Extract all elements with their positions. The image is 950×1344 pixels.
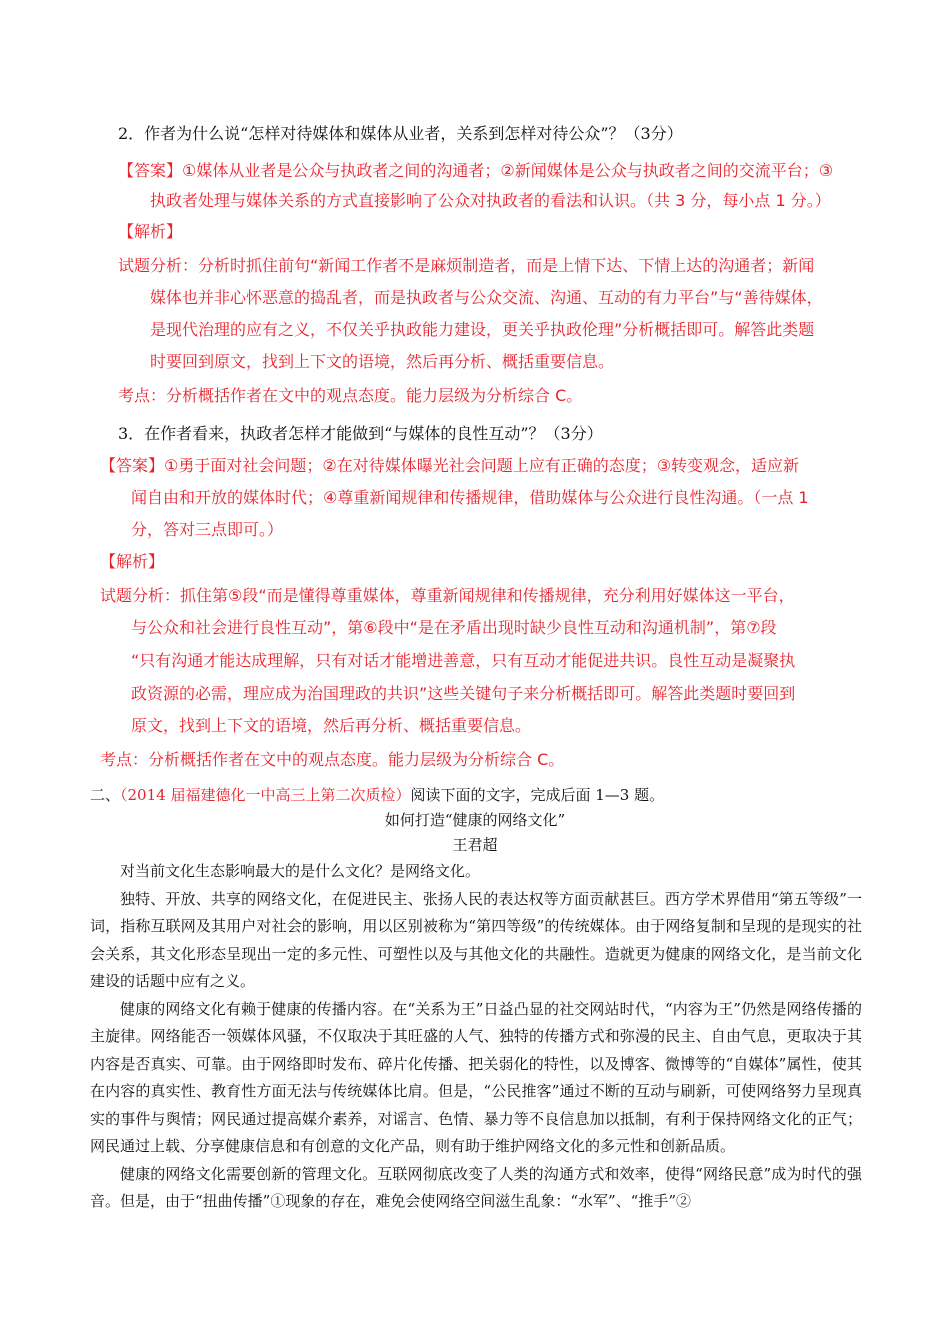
q3-kaodian: 考点：分析概括作者在文中的观点态度。能力层级为分析综合 C。 — [100, 750, 565, 769]
article-title: 如何打造“健康的网络文化” — [384, 811, 566, 829]
q2-analysis-line-3: 是现代治理的应有之义，不仅关乎执政能力建设，更关乎执政伦理”分析概括即可。解答此类题 — [150, 320, 815, 339]
article-author: 王君超 — [452, 836, 498, 854]
section-2-instruction: 阅读下面的文字，完成后面 1—3 题。 — [410, 786, 665, 804]
q2-answer-line-1: 【答案】①媒体从业者是公众与执政者之间的沟通者；②新闻媒体是公众与执政者之间的交流平台；③ — [118, 161, 834, 180]
article-paragraph-1: 对当前文化生态影响最大的是什么文化？是网络文化。 — [120, 862, 481, 880]
article-paragraph-3: 健康的网络文化有赖于健康的传播内容。在“关系为王”日益凸显的社交网站时代，“内容为王”仍然是网络传播的主旋律。网络能否一领媒体风骚，不仅取决于其旺盛的人气、独特的传播方式和弥漫的民主、自由气息，更取决于其内容是否真实、可靠。由于网络即时发布、碎片化传播、把关弱化的特性，以及博客、微博等的“自媒体”属性，使其在内容的真实性、教育性方面无法与传统媒体比肩。但是，“公民推客”通过不断的互动与刷新，可使网络努力呈现真实的事件与舆情；网民通过提高媒介素养，对谣言、色情、暴力等不良信息加以抵制，有利于保持网络文化的正气；网民通过上载、分享健康信息和有创意的文化产品，则有助于维护网络文化的多元性和创新品质。 — [90, 999, 862, 1155]
q2-answer-line-2: 执政者处理与媒体关系的方式直接影响了公众对执政者的看法和认识。（共 3 分，每小点 1 分。） — [150, 191, 831, 210]
q3-analysis-line-1: 试题分析：抓住第⑤段“而是懂得尊重媒体，尊重新闻规律和传播规律，充分利用好媒体这一平台， — [100, 586, 795, 605]
q3-analysis-line-5: 原文，找到上下文的语境，然后再分析、概括重要信息。 — [131, 716, 532, 735]
article-paragraph-4: 健康的网络文化需要创新的管理文化。互联网彻底改变了人类的沟通方式和效率，使得“网络民意”成为时代的强音。但是，由于“扭曲传播”①现象的存在，难免会使网络空间滋生乱象：“水军”、“推手”② — [90, 1164, 862, 1210]
q2-kaodian: 考点：分析概括作者在文中的观点态度。能力层级为分析综合 C。 — [118, 386, 583, 405]
q3-analysis-line-4: 政资源的必需，理应成为治国理政的共识”这些关键句子来分析概括即可。解答此类题时要回到 — [131, 684, 796, 703]
q3-answer-line-3: 分，答对三点即可。） — [131, 520, 284, 539]
article-paragraph-2: 独特、开放、共享的网络文化，在促进民主、张扬人民的表达权等方面贡献甚巨。西方学术界借用“第五等级”一词，指称互联网及其用户对社会的影响，用以区别被称为“第四等级”的传统媒体。由于网络复制和呈现的是现实的社会关系，其文化形态呈现出一定的多元性、可塑性以及与其他文化的共融性。造就更为健康的网络文化，是当前文化建设的话题中应有之义。 — [90, 889, 862, 990]
q3-answer-line-1: 【答案】①勇于面对社会问题；②在对待媒体曝光社会问题上应有正确的态度；③转变观念，适应新 — [100, 456, 800, 475]
q2-question: 2．作者为什么说“怎样对待媒体和媒体从业者，关系到怎样对待公众”？（3分） — [118, 124, 683, 143]
section-2-source: （2014 届福建德化一中高三上第二次质检） — [120, 786, 411, 804]
q3-analysis-line-2: 与公众和社会进行良性互动”，第⑥段中“是在矛盾出现时缺少良性互动和沟通机制”，第⑦段 — [131, 618, 777, 637]
section-2-prefix: 二、 — [90, 786, 121, 804]
q2-analysis-label: 【解析】 — [118, 222, 183, 241]
q3-answer-line-2: 闻自由和开放的媒体时代；④尊重新闻规律和传播规律，借助媒体与公众进行良性沟通。（一点 1 — [131, 488, 809, 507]
article-body — [90, 858, 862, 1216]
q3-analysis-line-3: “只有沟通才能达成理解，只有对话才能增进善意，只有互动才能促进共识。良性互动是凝聚执 — [131, 651, 796, 670]
q2-analysis-line-1: 试题分析：分析时抓住前句“新闻工作者不是麻烦制造者，而是上情下达、下情上达的沟通者；新闻 — [118, 256, 815, 275]
q3-question: 3．在作者看来，执政者怎样才能做到“与媒体的良性互动”？（3分） — [118, 424, 603, 443]
section-2-heading — [90, 783, 664, 807]
q2-analysis-line-2: 媒体也并非心怀恶意的捣乱者，而是执政者与公众交流、沟通、互动的有力平台”与“善待媒体， — [150, 288, 823, 307]
q3-analysis-label: 【解析】 — [100, 552, 165, 571]
q2-analysis-line-4: 时要回到原文，找到上下文的语境，然后再分析、概括重要信息。 — [150, 352, 615, 371]
